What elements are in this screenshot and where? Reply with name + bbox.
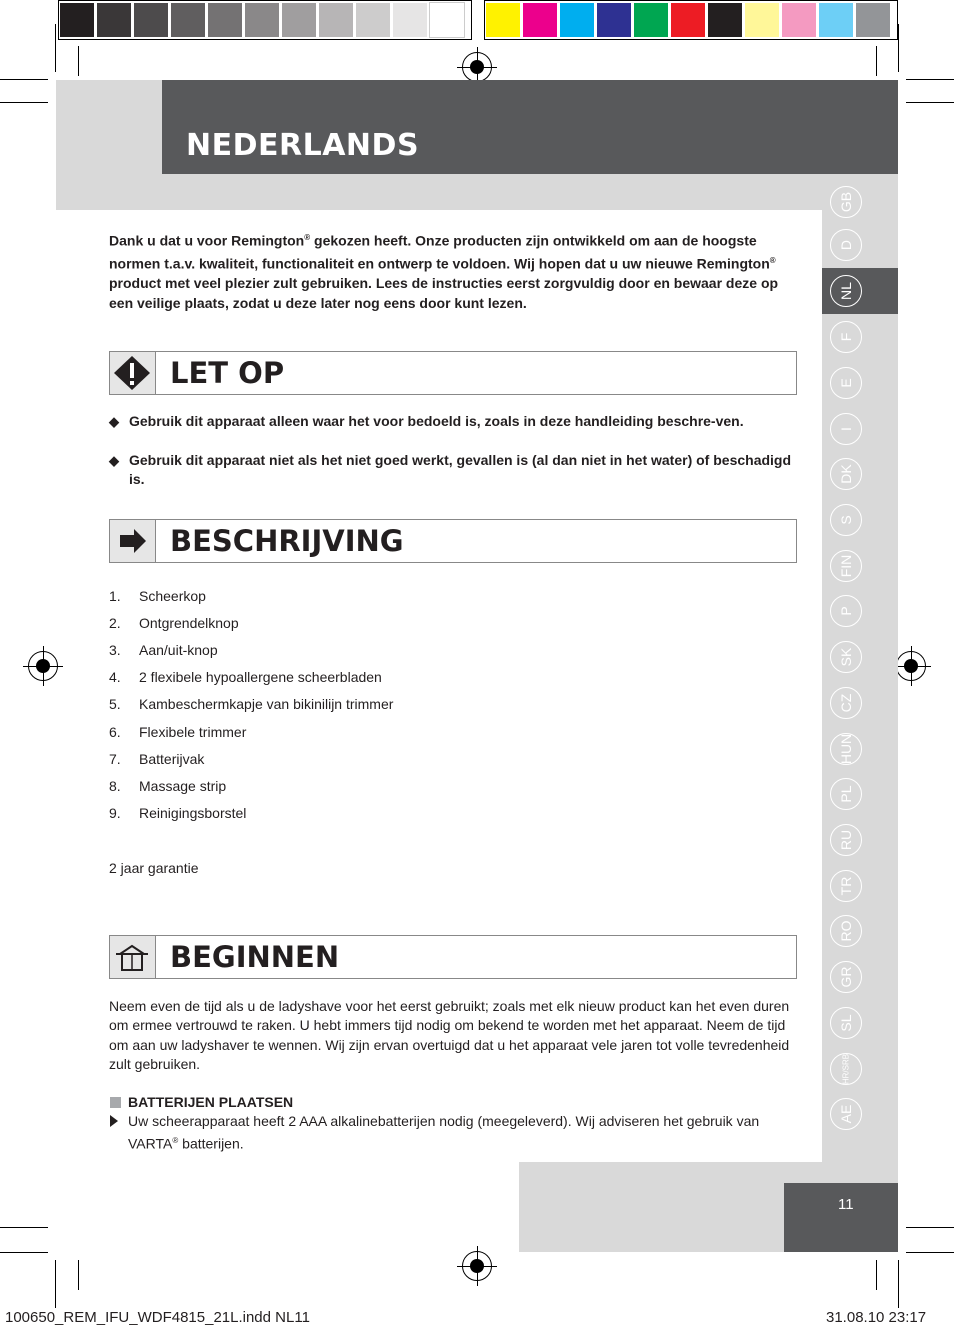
list-item bbox=[109, 669, 382, 685]
page-number-box bbox=[784, 1183, 898, 1252]
beginnen-intro: Neem even de tijd als u de ladyshave voor het eerst gebruikt; zoals met elk nieuw product kan het even duren om ermee vertrouwd te raken. U hebt immers tijd nodig om bekend te worden met het apparaat. Neem de tijd om aan uw ladyshaver te wennen. Wij zijn ervan overtuigd dat u het apparaat vele jaren tot volle tevredenheid zult gebruiken. bbox=[109, 998, 790, 1073]
page-number: 11 bbox=[838, 1196, 854, 1213]
list-text: Scheerkop bbox=[139, 588, 206, 604]
registration-mark bbox=[462, 52, 492, 82]
color-swatch bbox=[634, 3, 668, 37]
language-label: E bbox=[838, 378, 854, 388]
language-label: GB bbox=[838, 191, 854, 213]
list-number: 5. bbox=[109, 696, 121, 713]
language-tab-s[interactable] bbox=[830, 504, 862, 536]
language-tab-hun[interactable] bbox=[830, 733, 862, 765]
registration-mark bbox=[462, 1251, 492, 1281]
section-beginnen bbox=[109, 935, 797, 979]
language-label: I bbox=[838, 427, 854, 431]
language-label: F bbox=[838, 332, 854, 342]
crop-mark bbox=[906, 1227, 954, 1228]
list-number: 7. bbox=[109, 750, 121, 767]
registration-mark bbox=[28, 651, 58, 681]
language-label: FIN bbox=[838, 554, 854, 578]
language-tab-gb[interactable] bbox=[830, 186, 862, 218]
language-label: TR bbox=[838, 876, 854, 896]
box-icon bbox=[110, 936, 156, 978]
arrow-bullet-icon bbox=[110, 1115, 118, 1127]
language-label: RO bbox=[838, 920, 854, 942]
gray-swatch bbox=[134, 3, 168, 37]
intro-paragraph: Dank u dat u voor Remington® gekozen heeft. Onze producten zijn ontwikkeld om aan de hoogste normen t.a.v. kwaliteit, functionaliteit en ontwerp te voldoen. Wij hopen dat u uw nieuwe Remington® product met veel plezier zult gebruiken. Lees de instructies eerst zorgvuldig door en bewaar deze op een veilige plaats, zodat u deze later nog eens door kunt lezen. bbox=[109, 232, 779, 311]
list-number: 9. bbox=[109, 804, 121, 821]
subheading-square-icon bbox=[110, 1097, 121, 1108]
crop-mark bbox=[0, 79, 48, 80]
list-text: Massage strip bbox=[139, 777, 227, 794]
language-label: D bbox=[838, 239, 854, 251]
color-swatch bbox=[560, 3, 594, 37]
list-number: 4. bbox=[109, 669, 121, 686]
warning-item: ◆ Gebruik dit apparaat niet als het niet goed werkt, gevallen is (al dan niet in het water) of beschadigd is. bbox=[109, 452, 792, 488]
list-text: Ontgrendelknop bbox=[139, 615, 239, 632]
gray-swatch bbox=[60, 3, 94, 37]
battery-step: Uw scheerapparaat heeft 2 AAA alkalinebatterijen nodig (meegeleverd). Wij adviseren het gebruik van VARTA® batterijen. bbox=[128, 1113, 760, 1153]
language-tab-gr[interactable] bbox=[830, 961, 862, 993]
list-item bbox=[109, 642, 218, 658]
page-title: NEDERLANDS bbox=[186, 128, 420, 163]
list-number: 8. bbox=[109, 777, 121, 794]
list-item bbox=[109, 588, 206, 604]
subheading-batterijen: BATTERIJEN PLAATSEN bbox=[128, 1094, 294, 1110]
language-label: S bbox=[838, 515, 854, 525]
list-item bbox=[109, 805, 246, 821]
gray-swatch bbox=[97, 3, 131, 37]
language-label: HUN bbox=[838, 733, 854, 765]
language-tab-cz[interactable] bbox=[830, 687, 862, 719]
language-label: P bbox=[838, 606, 854, 616]
footer-date: 31.08.10 23:17 bbox=[826, 1309, 927, 1326]
color-swatch bbox=[597, 3, 631, 37]
grayscale-color-bar bbox=[58, 0, 472, 40]
crop-mark bbox=[55, 24, 56, 72]
language-tab-f[interactable] bbox=[830, 321, 862, 353]
crop-mark bbox=[78, 46, 79, 76]
language-tab-p[interactable] bbox=[830, 595, 862, 627]
warning-bullet-icon: ◆ bbox=[109, 414, 119, 429]
color-swatch bbox=[782, 3, 816, 37]
language-label: HR/SRB bbox=[841, 1053, 851, 1085]
crop-mark bbox=[898, 1260, 899, 1308]
color-swatch bbox=[671, 3, 705, 37]
crop-mark bbox=[0, 102, 48, 103]
language-tab-nl[interactable] bbox=[830, 275, 862, 307]
language-tab-ae[interactable] bbox=[830, 1098, 862, 1130]
list-number: 2. bbox=[109, 615, 121, 632]
language-tab-sl[interactable] bbox=[830, 1007, 862, 1039]
language-tab-pl[interactable] bbox=[830, 778, 862, 810]
list-item bbox=[109, 696, 393, 712]
gray-swatch bbox=[393, 3, 427, 37]
warning-item: ◆ Gebruik dit apparaat alleen waar het voor bedoeld is, zoals in deze handleiding beschre-ven. bbox=[109, 412, 799, 431]
footer-filename: 100650_REM_IFU_WDF4815_21L.indd NL11 bbox=[5, 1309, 310, 1326]
language-label: AE bbox=[838, 1104, 854, 1124]
language-tab-tr[interactable] bbox=[830, 870, 862, 902]
section-heading: LET OP bbox=[170, 356, 285, 390]
warning-icon bbox=[110, 352, 156, 394]
section-let-op bbox=[109, 351, 797, 395]
language-tab-sk[interactable] bbox=[830, 641, 862, 673]
gray-swatch bbox=[171, 3, 205, 37]
list-number: 3. bbox=[109, 642, 121, 659]
list-text: Kambeschermkapje van bikinilijn trimmer bbox=[139, 696, 394, 713]
language-tab-fin[interactable] bbox=[830, 550, 862, 582]
color-swatch bbox=[856, 3, 890, 37]
crop-mark bbox=[0, 1227, 48, 1228]
gray-swatch bbox=[319, 3, 353, 37]
crop-mark bbox=[876, 46, 877, 76]
language-label: GR bbox=[838, 966, 854, 988]
list-text: Flexibele trimmer bbox=[139, 723, 247, 740]
crop-mark bbox=[0, 1252, 48, 1253]
language-tab-e[interactable] bbox=[830, 367, 862, 399]
section-beschrijving bbox=[109, 519, 797, 563]
color-swatch bbox=[819, 3, 853, 37]
color-swatch bbox=[486, 3, 520, 37]
gray-swatch bbox=[208, 3, 242, 37]
list-text: Reinigingsborstel bbox=[139, 804, 247, 821]
list-text: Batterijvak bbox=[139, 750, 205, 767]
gray-swatch bbox=[356, 3, 390, 37]
registration-mark bbox=[896, 651, 926, 681]
color-swatch bbox=[745, 3, 779, 37]
list-item bbox=[109, 615, 239, 631]
language-label: SL bbox=[838, 1014, 854, 1032]
crop-mark bbox=[876, 1260, 877, 1290]
list-item bbox=[109, 778, 226, 794]
arrow-right-icon bbox=[110, 520, 156, 562]
gray-swatch bbox=[430, 3, 464, 37]
list-text: 2 flexibele hypoallergene scheerbladen bbox=[139, 669, 382, 686]
section-heading: BESCHRIJVING bbox=[170, 524, 404, 558]
crop-mark bbox=[78, 1260, 79, 1290]
warranty-text: 2 jaar garantie bbox=[109, 860, 199, 876]
language-tab-dk[interactable] bbox=[830, 458, 862, 490]
warning-bullet-icon: ◆ bbox=[109, 453, 119, 468]
section-heading: BEGINNEN bbox=[170, 940, 340, 974]
list-text: Aan/uit-knop bbox=[139, 642, 218, 659]
color-swatch bbox=[708, 3, 742, 37]
gray-swatch bbox=[245, 3, 279, 37]
crop-mark bbox=[55, 1260, 56, 1308]
crop-mark bbox=[906, 1252, 954, 1253]
list-number: 1. bbox=[109, 588, 121, 604]
language-label: NL bbox=[838, 282, 854, 300]
language-label: DK bbox=[838, 464, 854, 484]
crop-mark bbox=[906, 79, 954, 80]
language-tab-d[interactable] bbox=[830, 229, 862, 261]
language-tab-i[interactable] bbox=[830, 413, 862, 445]
process-color-bar bbox=[484, 0, 898, 40]
crop-mark bbox=[906, 102, 954, 103]
language-label: PL bbox=[838, 785, 854, 803]
language-tab-ro[interactable] bbox=[830, 915, 862, 947]
crop-mark bbox=[898, 24, 899, 72]
language-tab-hr-srb[interactable] bbox=[830, 1053, 862, 1085]
gray-swatch bbox=[282, 3, 316, 37]
language-tab-ru[interactable] bbox=[830, 824, 862, 856]
language-label: SK bbox=[838, 647, 854, 667]
language-label: CZ bbox=[838, 693, 854, 713]
list-item bbox=[109, 751, 204, 767]
language-label: RU bbox=[838, 829, 854, 851]
list-item bbox=[109, 724, 246, 740]
color-swatch bbox=[523, 3, 557, 37]
list-number: 6. bbox=[109, 723, 121, 740]
